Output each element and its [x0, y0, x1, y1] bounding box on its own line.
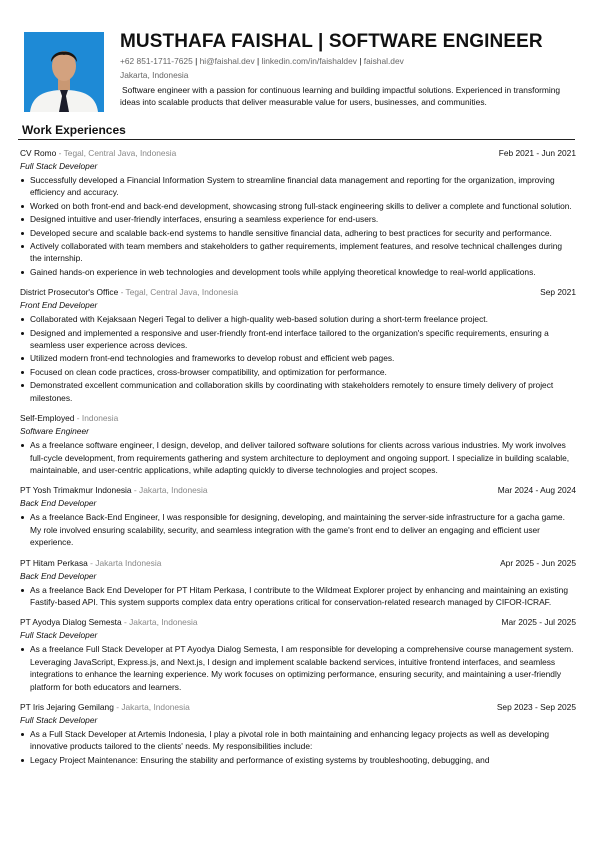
- separator: -: [56, 148, 64, 158]
- job-bullets: [20, 313, 576, 404]
- job-bullet: Designed intuitive and user-friendly interfaces, ensuring a seamless experience for end-users.: [30, 213, 576, 225]
- job-bullet: As a Full Stack Developer at Artemis Indonesia, I play a pivotal role in both maintaining and enhancing legacy projects as well as developing innovative products tailored to the clients' needs. My responsibilities include:: [30, 728, 576, 753]
- job-company-line: [20, 616, 198, 628]
- job-company-line: [20, 484, 207, 496]
- job-bullet: Legacy Project Maintenance: Ensuring the stability and performance of existing systems by troubleshooting, debugging, and: [30, 754, 576, 766]
- job-company-line: [20, 701, 190, 713]
- job-header: [20, 412, 576, 424]
- job-location: Indonesia: [81, 413, 119, 424]
- job-location: Jakarta, Indonesia: [139, 485, 208, 496]
- job-company-line: [20, 147, 176, 159]
- job-header: [20, 701, 576, 713]
- company-name: Self-Employed: [20, 413, 75, 424]
- separator: -: [131, 485, 140, 496]
- job-entry: [20, 412, 576, 476]
- section-title-work: Work Experiences: [22, 123, 126, 137]
- separator: -: [87, 557, 96, 568]
- job-bullet: Successfully developed a Financial Information System to streamline financial data management and reporting for the organization, improving efficiency and accuracy.: [30, 174, 576, 199]
- job-entry: [20, 484, 576, 548]
- separator: |: [256, 56, 260, 66]
- email-link[interactable]: hi@faishal.dev: [199, 56, 255, 66]
- job-role: Front End Developer: [20, 300, 98, 311]
- job-bullet: Gained hands-on experience in web technologies and development tools while applying theoretical knowledge to real-world applications.: [30, 266, 576, 278]
- website-link[interactable]: faishal.dev: [363, 56, 404, 66]
- job-bullet: As a freelance Full Stack Developer at PT Ayodya Dialog Semesta, I am responsible for developing a comprehensive course management system. Leveraging JavaScript, Express.js, and Next.js, I design and implement scalable backend services, intuitive frontend interfaces, and seamless integrations to enhance the learning experience. My work focuses on optimizing performance, ensuring security, and maintaining a user-friendly platform for both educators and learners.: [30, 643, 576, 693]
- job-bullet: Collaborated with Kejaksaan Negeri Tegal to deliver a high-quality web-based solution during a short-term freelance project.: [30, 313, 576, 325]
- job-entry: [20, 147, 576, 278]
- job-bullets: [20, 439, 576, 476]
- job-location: Tegal, Central Java, Indonesia: [125, 287, 239, 298]
- contact-line: [120, 56, 404, 66]
- job-location: Jakarta, Indonesia: [121, 701, 190, 712]
- job-location: Tegal, Central Java, Indonesia: [63, 148, 177, 158]
- job-dates: Mar 2024 - Aug 2024: [497, 485, 576, 496]
- job-header: [20, 147, 576, 159]
- job-dates: Mar 2025 - Jul 2025: [501, 617, 576, 628]
- company-name: PT Hitam Perkasa: [20, 557, 88, 568]
- company-name: PT Ayodya Dialog Semesta: [20, 617, 122, 628]
- job-role: Back End Developer: [20, 498, 97, 509]
- company-name: PT Yosh Trimakmur Indonesia: [20, 485, 132, 496]
- job-header: [20, 616, 576, 628]
- job-bullets: [20, 728, 576, 766]
- job-bullets: [20, 584, 576, 609]
- job-company-line: [20, 412, 118, 424]
- job-bullet: Developed secure and scalable back-end systems to handle sensitive financial data, adhering to best practices for security and performance.: [30, 227, 576, 239]
- job-bullets: [20, 643, 576, 693]
- job-role: Full Stack Developer: [20, 161, 98, 171]
- job-header: [20, 286, 576, 298]
- separator: |: [359, 56, 362, 66]
- separator: -: [113, 701, 122, 712]
- job-entry: [20, 616, 576, 693]
- job-role: Back End Developer: [20, 570, 97, 581]
- job-company-line: [20, 286, 238, 298]
- company-name: CV Romo: [20, 148, 57, 158]
- job-entry: [20, 557, 576, 609]
- job-bullet: As a freelance Back End Developer for PT Hitam Perkasa, I contribute to the Wildmeat Explorer project by enhancing and maintaining an existing Fastify-based API. This system supports complex data entry operations critical for conservation-related research managed by CIFOR-ICRAF.: [30, 584, 576, 609]
- location-text: Jakarta, Indonesia: [120, 70, 189, 80]
- job-company-line: [20, 557, 161, 569]
- job-dates: Feb 2021 - Jun 2021: [498, 148, 576, 158]
- work-experience-list: [20, 147, 576, 774]
- section-divider: [18, 139, 575, 140]
- company-name: PT Iris Jejaring Gemilang: [20, 701, 114, 712]
- job-entry: [20, 701, 576, 766]
- job-bullets: [20, 511, 576, 548]
- phone-text: +62 851-1711-7625: [120, 56, 193, 66]
- separator: -: [118, 287, 126, 298]
- job-entry: [20, 286, 576, 404]
- job-bullets: [20, 174, 576, 278]
- linkedin-link[interactable]: linkedin.com/in/faishaldev: [261, 56, 357, 66]
- job-dates: Sep 2023 - Sep 2025: [496, 701, 576, 712]
- separator: -: [121, 617, 130, 628]
- job-header: [20, 557, 576, 569]
- separator: -: [74, 413, 82, 424]
- job-dates: Sep 2021: [540, 287, 576, 298]
- separator: |: [195, 56, 198, 66]
- job-role: Full Stack Developer: [20, 630, 98, 641]
- job-role: Software Engineer: [20, 426, 89, 437]
- job-bullet: Demonstrated excellent communication and collaboration skills by coordinating with stakeholders remotely to ensure timely delivery of project milestones.: [30, 379, 576, 404]
- job-dates: Apr 2025 - Jun 2025: [500, 557, 576, 568]
- job-bullet: Designed and implemented a responsive and user-friendly front-end interface tailored to the organization's specific requirements, ensuring a seamless user experience across devices.: [30, 327, 576, 352]
- job-header: [20, 484, 576, 496]
- resume-name-title: MUSTHAFA FAISHAL | SOFTWARE ENGINEER: [120, 31, 543, 52]
- job-bullet: Utilized modern front-end technologies and frameworks to develop robust and efficient web pages.: [30, 352, 576, 364]
- company-name: District Prosecutor's Office: [20, 287, 119, 298]
- job-bullet: Worked on both front-end and back-end development, showcasing strong full-stack engineering skills to deliver a complete and functional solution.: [30, 200, 576, 212]
- profile-photo: [24, 32, 104, 112]
- job-role: Full Stack Developer: [20, 714, 98, 725]
- job-bullet: Focused on clean code practices, cross-browser compatibility, and optimization for performance.: [30, 366, 576, 378]
- summary-text: Software engineer with a passion for continuous learning and building impactful solutions. Experienced in transforming ideas into scalable products that deliver measurable value for users, businesses, and communities.: [120, 85, 561, 107]
- job-bullet: As a freelance Back-End Engineer, I was responsible for designing, developing, and maintaining the server-side infrastructure for a gacha game. My role involved ensuring scalability, security, and seamless integration with the game's front end to deliver an engaging and efficient user experience.: [30, 511, 576, 548]
- job-bullet: As a freelance software engineer, I design, develop, and deliver tailored software solutions for clients across various industries. My work involves full-cycle development, from requirements gathering and system architecture to deployment and ongoing support. I specialize in building scalable, maintainable, and user-centric applications, while adapting quickly to diverse technologies and project scopes.: [30, 439, 576, 476]
- job-location: Jakarta, Indonesia: [129, 617, 198, 628]
- job-location: Jakarta Indonesia: [95, 557, 162, 568]
- job-bullet: Actively collaborated with team members and stakeholders to gather requirements, implement features, and resolve technical challenges during the internship.: [30, 240, 576, 265]
